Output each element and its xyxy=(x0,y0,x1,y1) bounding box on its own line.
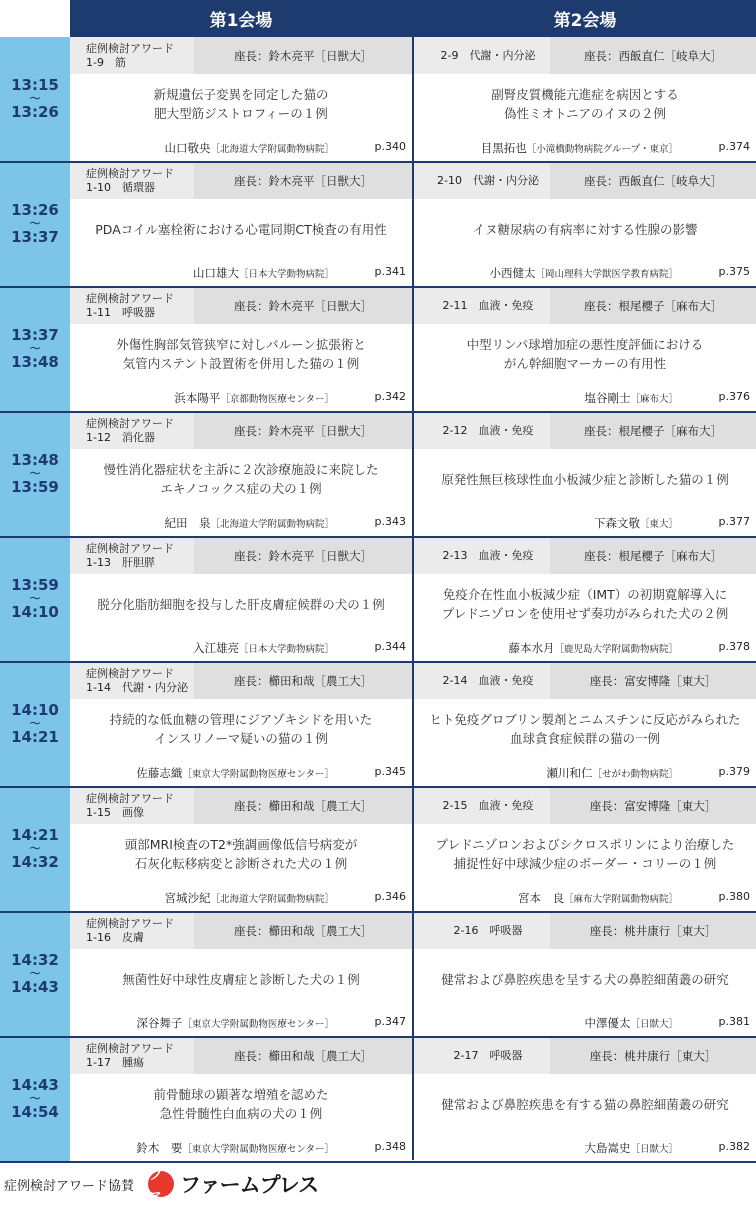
title-line: 健常および鼻腔疾患を有する猫の鼻腔細菌叢の研究 xyxy=(441,1096,729,1112)
award-label: 症例検討アワード xyxy=(86,416,174,430)
title-line: 急性骨髄性白血病の犬の１例 xyxy=(159,1106,323,1121)
presenter-name: 塩谷剛士 xyxy=(584,391,631,405)
presenter xyxy=(193,265,334,281)
author-row xyxy=(70,390,412,408)
room1-presentation xyxy=(70,662,412,786)
start-time: 13:15 xyxy=(11,76,59,94)
chair-label: 座長：櫛田和哉［農工大］ xyxy=(234,923,372,938)
title-line: 副腎皮質機能亢進症を病因とする xyxy=(491,87,679,102)
page-ref: p.376 xyxy=(718,390,750,403)
chair-label: 座長：桃井康行［東大］ xyxy=(589,923,717,938)
start-time: 13:26 xyxy=(11,201,59,219)
author-row xyxy=(414,515,756,533)
author-row xyxy=(414,140,756,158)
room2-presentation xyxy=(414,287,756,411)
presentation-title xyxy=(70,577,412,631)
end-time: 14:54 xyxy=(11,1103,59,1121)
presenter xyxy=(584,1015,678,1031)
session-label: 2-10 代謝・内分泌 xyxy=(414,162,550,199)
time-range xyxy=(0,412,70,536)
award-label: 症例検討アワード xyxy=(86,541,174,555)
presenter-affiliation: ［東京大学附属動物医療センター］ xyxy=(182,1019,334,1030)
presenter xyxy=(136,1140,334,1156)
end-time: 13:37 xyxy=(11,228,59,246)
presenter-affiliation: ［東大］ xyxy=(639,519,678,530)
chair-label: 座長：西飯直仁［岐阜大］ xyxy=(584,48,722,63)
time-slot xyxy=(0,537,756,661)
author-row xyxy=(70,890,412,908)
author-row xyxy=(70,1140,412,1158)
presenter-affiliation: ［北海道大学附属動物病院］ xyxy=(210,519,334,530)
room2-header: 第2会場 xyxy=(414,0,756,37)
session-number: 1-13 肝胆膵 xyxy=(86,555,155,569)
presenter xyxy=(136,1015,334,1031)
session-band xyxy=(414,787,756,824)
title-line: 前骨髄球の顕著な増殖を認めた xyxy=(153,1087,329,1102)
time-range xyxy=(0,162,70,286)
chair-label: 座長：桃井康行［東大］ xyxy=(589,1048,717,1063)
time-slot xyxy=(0,912,756,1036)
room2-presentation xyxy=(414,662,756,786)
chair-label: 座長：櫛田和哉［農工大］ xyxy=(234,798,372,813)
presenter-name: 藤本水月 xyxy=(508,641,555,655)
time-separator: 〜 xyxy=(29,842,41,855)
presentation-title xyxy=(414,577,756,631)
presenter-affiliation: ［麻布大］ xyxy=(630,394,678,405)
page-ref: p.340 xyxy=(374,140,406,153)
session-label xyxy=(70,537,194,574)
title-line: 原発性無巨核球性血小板減少症と診断した猫の１例 xyxy=(441,471,729,487)
presenter-name: 瀬川和仁 xyxy=(546,766,593,780)
award-label: 症例検討アワード xyxy=(86,1041,174,1055)
page-ref: p.346 xyxy=(374,890,406,903)
presentation-title xyxy=(414,952,756,1006)
room2-presentation xyxy=(414,412,756,536)
session-number: 1-14 代謝・内分泌 xyxy=(86,680,188,694)
end-time: 14:10 xyxy=(11,603,59,621)
title-line: プレドニゾロンを使用せず奏功がみられた犬の２例 xyxy=(441,606,729,621)
author-row xyxy=(70,1015,412,1033)
sponsor-logo xyxy=(148,1165,319,1204)
time-range xyxy=(0,1037,70,1161)
presenter-name: 下森文敬 xyxy=(593,516,640,530)
session-label xyxy=(70,912,194,949)
presentation-title xyxy=(414,452,756,506)
session-number: 1-16 皮膚 xyxy=(86,930,144,944)
session-band xyxy=(70,412,412,449)
session-label xyxy=(70,412,194,449)
presenter xyxy=(508,640,678,656)
end-time: 14:21 xyxy=(11,728,59,746)
chair-label: 座長：鈴木亮平［日獣大］ xyxy=(234,48,372,63)
presenter-name: 中澤優太 xyxy=(584,1016,631,1030)
row-divider xyxy=(0,286,756,288)
time-separator: 〜 xyxy=(29,217,41,230)
page-ref: p.380 xyxy=(718,890,750,903)
presenter-name: 鈴木 要 xyxy=(136,1141,183,1155)
presenter-affiliation: ［小滝橋動物病院グループ・東京］ xyxy=(526,144,678,155)
start-time: 14:43 xyxy=(11,1076,59,1094)
author-row xyxy=(70,765,412,783)
room1-presentation xyxy=(70,912,412,1036)
title-line: 免疫介在性血小板減少症（IMT）の初期寛解導入に xyxy=(442,587,728,602)
author-row xyxy=(70,140,412,158)
chair-label: 座長：鈴木亮平［日獣大］ xyxy=(234,548,372,563)
time-range xyxy=(0,662,70,786)
chair-label: 座長：鈴木亮平［日獣大］ xyxy=(234,173,372,188)
presenter xyxy=(174,390,334,406)
presentation-title xyxy=(414,202,756,256)
page-ref: p.375 xyxy=(718,265,750,278)
time-separator: 〜 xyxy=(29,342,41,355)
time-range xyxy=(0,537,70,661)
presenter-name: 浜本陽平 xyxy=(174,391,221,405)
start-time: 14:32 xyxy=(11,951,59,969)
presentation-title xyxy=(70,77,412,131)
end-time: 14:32 xyxy=(11,853,59,871)
presenter-affiliation: ［日獣大］ xyxy=(630,1144,678,1155)
page-ref: p.347 xyxy=(374,1015,406,1028)
presenter-affiliation: ［日獣大］ xyxy=(630,1019,678,1030)
presenter xyxy=(594,515,678,531)
session-label: 2-14 血液・免疫 xyxy=(414,662,550,699)
column-divider xyxy=(412,0,414,1160)
author-row xyxy=(414,1140,756,1158)
room2-presentation xyxy=(414,787,756,911)
session-label: 2-17 呼吸器 xyxy=(414,1037,550,1074)
presenter xyxy=(584,1140,678,1156)
title-line: 頭部MRI検査のT2*強調画像低信号病変が xyxy=(124,837,358,852)
title-line: PDAコイル塞栓術における心電同期CT検査の有用性 xyxy=(95,221,387,237)
presenter-name: 入江雄亮 xyxy=(192,641,239,655)
room1-presentation xyxy=(70,1037,412,1161)
page-ref: p.374 xyxy=(718,140,750,153)
room1-presentation xyxy=(70,537,412,661)
author-row xyxy=(414,1015,756,1033)
header-row xyxy=(0,0,756,37)
session-band xyxy=(414,287,756,324)
title-line: 肥大型筋ジストロフィーの１例 xyxy=(154,106,328,121)
room2-presentation xyxy=(414,162,756,286)
session-band xyxy=(414,37,756,74)
title-line: 偽性ミオトニアのイヌの２例 xyxy=(503,106,666,121)
time-separator: 〜 xyxy=(29,92,41,105)
session-number: 1-10 循環器 xyxy=(86,180,155,194)
presenter-name: 佐藤志織 xyxy=(136,766,183,780)
time-slot xyxy=(0,662,756,786)
start-time: 14:10 xyxy=(11,701,59,719)
presenter xyxy=(193,640,334,656)
room2-presentation xyxy=(414,912,756,1036)
room1-presentation xyxy=(70,412,412,536)
time-range xyxy=(0,912,70,1036)
session-number: 1-17 腫瘍 xyxy=(86,1055,144,1069)
title-line: エキノコックス症の犬の１例 xyxy=(160,481,322,496)
time-range xyxy=(0,37,70,161)
presentation-title xyxy=(70,952,412,1006)
chair-label: 座長：鈴木亮平［日獣大］ xyxy=(234,298,372,313)
session-label xyxy=(70,1037,194,1074)
presenter-affiliation: ［東京大学附属動物医療センター］ xyxy=(182,1144,334,1155)
title-line: 血球貪食症候群の猫の一例 xyxy=(509,731,660,746)
end-time: 14:43 xyxy=(11,978,59,996)
presenter-affiliation: ［北海道大学附属動物病院］ xyxy=(210,894,334,905)
presenter xyxy=(164,890,334,906)
award-label: 症例検討アワード xyxy=(86,166,174,180)
presenter-name: 山口敬央 xyxy=(164,141,211,155)
session-band xyxy=(414,162,756,199)
presenter-affiliation: ［東京大学附属動物医療センター］ xyxy=(182,769,334,780)
session-band xyxy=(414,912,756,949)
session-band xyxy=(414,537,756,574)
presentation-title xyxy=(70,702,412,756)
room1-presentation xyxy=(70,287,412,411)
award-label: 症例検討アワード xyxy=(86,916,174,930)
presenter xyxy=(136,765,334,781)
award-label: 症例検討アワード xyxy=(86,791,174,805)
session-band xyxy=(70,537,412,574)
row-divider xyxy=(0,1036,756,1038)
time-separator: 〜 xyxy=(29,592,41,605)
presentation-title xyxy=(414,702,756,756)
presentation-title xyxy=(414,1077,756,1131)
title-line: 持続的な低血糖の管理にジアゾキシドを用いた xyxy=(109,712,373,727)
time-range xyxy=(0,287,70,411)
session-number: 1-11 呼吸器 xyxy=(86,305,155,319)
page-ref: p.341 xyxy=(374,265,406,278)
author-row xyxy=(414,390,756,408)
page-ref: p.378 xyxy=(718,640,750,653)
presenter xyxy=(584,390,678,406)
room1-header: 第1会場 xyxy=(70,0,412,37)
start-time: 13:48 xyxy=(11,451,59,469)
row-divider xyxy=(0,536,756,538)
time-range xyxy=(0,787,70,911)
session-band xyxy=(70,662,412,699)
author-row xyxy=(70,515,412,533)
page-ref: p.344 xyxy=(374,640,406,653)
row-divider xyxy=(0,161,756,163)
session-label: 2-12 血液・免疫 xyxy=(414,412,550,449)
chair-label: 座長：根尾櫻子［麻布大］ xyxy=(584,548,722,563)
sponsor-label: 症例検討アワード協賛 xyxy=(4,1179,135,1194)
presenter-name: 紀田 泉 xyxy=(164,516,211,530)
title-line: 健常および鼻腔疾患を呈する犬の鼻腔細菌叢の研究 xyxy=(441,971,729,987)
title-line: 石灰化転移病変と診断された犬の１例 xyxy=(134,856,348,871)
presentation-title xyxy=(70,327,412,381)
presenter-name: 宮城沙紀 xyxy=(164,891,211,905)
presenter-affiliation: ［日本大学動物病院］ xyxy=(238,269,334,280)
session-label xyxy=(70,287,194,324)
presentation-title xyxy=(70,1077,412,1131)
session-label: 2-9 代謝・内分泌 xyxy=(414,37,550,74)
time-slot xyxy=(0,412,756,536)
session-label: 2-11 血液・免疫 xyxy=(414,287,550,324)
author-row xyxy=(414,640,756,658)
start-time: 13:59 xyxy=(11,576,59,594)
title-line: がん幹細胞マーカーの有用性 xyxy=(503,356,667,371)
chair-label: 座長：櫛田和哉［農工大］ xyxy=(234,1048,372,1063)
time-slot xyxy=(0,37,756,161)
start-time: 13:37 xyxy=(11,326,59,344)
row-divider xyxy=(0,786,756,788)
chair-label: 座長：富安博隆［東大］ xyxy=(589,798,717,813)
presenter-name: 小西健太 xyxy=(489,266,536,280)
session-band xyxy=(414,662,756,699)
presentation-title xyxy=(70,202,412,256)
presenter-affiliation: ［鹿児島大学附属動物病院］ xyxy=(554,644,678,655)
presenter-name: 目黒拓也 xyxy=(480,141,527,155)
presenter-affiliation: ［北海道大学附属動物病院］ xyxy=(210,144,334,155)
chair-label: 座長：西飯直仁［岐阜大］ xyxy=(584,173,722,188)
page-ref: p.345 xyxy=(374,765,406,778)
header-blank xyxy=(0,0,70,37)
page-ref: p.377 xyxy=(718,515,750,528)
presentation-title xyxy=(414,77,756,131)
time-separator: 〜 xyxy=(29,717,41,730)
session-label: 2-15 血液・免疫 xyxy=(414,787,550,824)
presenter-name: 宮本 良 xyxy=(517,891,564,905)
session-band xyxy=(414,412,756,449)
time-separator: 〜 xyxy=(29,467,41,480)
session-label xyxy=(70,662,194,699)
presenter-name: 山口雄大 xyxy=(192,266,239,280)
title-line: 外傷性胸部気管狭窄に対しバルーン拡張術と xyxy=(116,337,366,352)
session-band xyxy=(414,1037,756,1074)
session-number: 1-9 筋 xyxy=(86,55,126,69)
title-line: インスリノーマ疑いの猫の１例 xyxy=(154,731,328,746)
presentation-title xyxy=(414,827,756,881)
title-line: 慢性消化器症状を主訴に２次診療施設に来院した xyxy=(103,462,379,477)
row-divider xyxy=(0,661,756,663)
presenter xyxy=(164,140,334,156)
chair-label: 座長：櫛田和哉［農工大］ xyxy=(234,673,372,688)
time-slot xyxy=(0,287,756,411)
session-band xyxy=(70,287,412,324)
room2-presentation xyxy=(414,1037,756,1161)
page-ref: p.343 xyxy=(374,515,406,528)
presenter-affiliation: ［日本大学動物病院］ xyxy=(238,644,334,655)
author-row xyxy=(414,265,756,283)
presentation-title xyxy=(70,827,412,881)
presenter xyxy=(518,890,678,906)
end-time: 13:48 xyxy=(11,353,59,371)
row-divider xyxy=(0,911,756,913)
room2-presentation xyxy=(414,37,756,161)
time-slot xyxy=(0,1037,756,1161)
title-line: 無菌性好中球性皮膚症と診断した犬の１例 xyxy=(122,971,360,987)
page-ref: p.348 xyxy=(374,1140,406,1153)
award-label: 症例検討アワード xyxy=(86,666,174,680)
session-number: 1-12 消化器 xyxy=(86,430,155,444)
presenter-affiliation: ［京都動物医療センター］ xyxy=(220,394,334,405)
presenter-affiliation: ［岡山理科大学獣医学教育病院］ xyxy=(535,269,678,280)
session-band xyxy=(70,912,412,949)
time-separator: 〜 xyxy=(29,1092,41,1105)
author-row xyxy=(414,890,756,908)
author-row xyxy=(414,765,756,783)
presenter xyxy=(481,140,678,156)
room1-presentation xyxy=(70,787,412,911)
session-band xyxy=(70,162,412,199)
presenter-name: 大島嵩史 xyxy=(584,1141,631,1155)
title-line: 中型リンパ球増加症の悪性度評価における xyxy=(466,337,704,352)
time-slot xyxy=(0,162,756,286)
room1-presentation xyxy=(70,37,412,161)
title-line: ヒト免疫グロブリン製剤とニムスチンに反応がみられた xyxy=(429,712,741,727)
title-line: プレドニゾロンおよびシクロスポリンにより治療した xyxy=(435,837,735,852)
presenter xyxy=(164,515,334,531)
row-divider xyxy=(0,411,756,413)
presenter xyxy=(546,765,678,781)
session-label: 2-13 血液・免疫 xyxy=(414,537,550,574)
title-line: 気管内ステント設置術を併用した猫の１例 xyxy=(122,356,360,371)
chair-label: 座長：根尾櫻子［麻布大］ xyxy=(584,298,722,313)
award-label: 症例検討アワード xyxy=(86,291,174,305)
time-slot xyxy=(0,787,756,911)
presenter xyxy=(489,265,678,281)
title-line: 捕捉性好中球減少症のボーダー・コリーの１例 xyxy=(453,856,717,871)
logo-mark-icon: ファ xyxy=(148,1171,174,1197)
presentation-title xyxy=(70,452,412,506)
room2-presentation xyxy=(414,537,756,661)
page-ref: p.382 xyxy=(718,1140,750,1153)
author-row xyxy=(70,640,412,658)
session-label xyxy=(70,37,194,74)
time-separator: 〜 xyxy=(29,967,41,980)
start-time: 14:21 xyxy=(11,826,59,844)
session-band xyxy=(70,1037,412,1074)
page-ref: p.381 xyxy=(718,1015,750,1028)
session-band xyxy=(70,787,412,824)
end-time: 13:59 xyxy=(11,478,59,496)
page-ref: p.342 xyxy=(374,390,406,403)
chair-label: 座長：富安博隆［東大］ xyxy=(589,673,717,688)
session-label: 2-16 呼吸器 xyxy=(414,912,550,949)
end-time: 13:26 xyxy=(11,103,59,121)
logo-text: ファームプレス xyxy=(180,1173,319,1197)
session-number: 1-15 画像 xyxy=(86,805,144,819)
chair-label: 座長：根尾櫻子［麻布大］ xyxy=(584,423,722,438)
award-label: 症例検討アワード xyxy=(86,41,174,55)
page-ref: p.379 xyxy=(718,765,750,778)
presentation-title xyxy=(414,327,756,381)
footer xyxy=(0,1162,756,1221)
presenter-affiliation: ［せがわ動物病院］ xyxy=(592,769,678,780)
session-label xyxy=(70,787,194,824)
author-row xyxy=(70,265,412,283)
title-line: 脱分化脂肪細胞を投与した肝皮膚症候群の犬の１例 xyxy=(97,596,385,612)
presenter-affiliation: ［麻布大学附属動物病院］ xyxy=(563,894,678,905)
session-label xyxy=(70,162,194,199)
title-line: 新規遺伝子変異を同定した猫の xyxy=(153,87,329,102)
presenter-name: 深谷舞子 xyxy=(136,1016,183,1030)
session-band xyxy=(70,37,412,74)
room1-presentation xyxy=(70,162,412,286)
chair-label: 座長：鈴木亮平［日獣大］ xyxy=(234,423,372,438)
title-line: イヌ糖尿病の有病率に対する性腺の影響 xyxy=(472,221,698,237)
